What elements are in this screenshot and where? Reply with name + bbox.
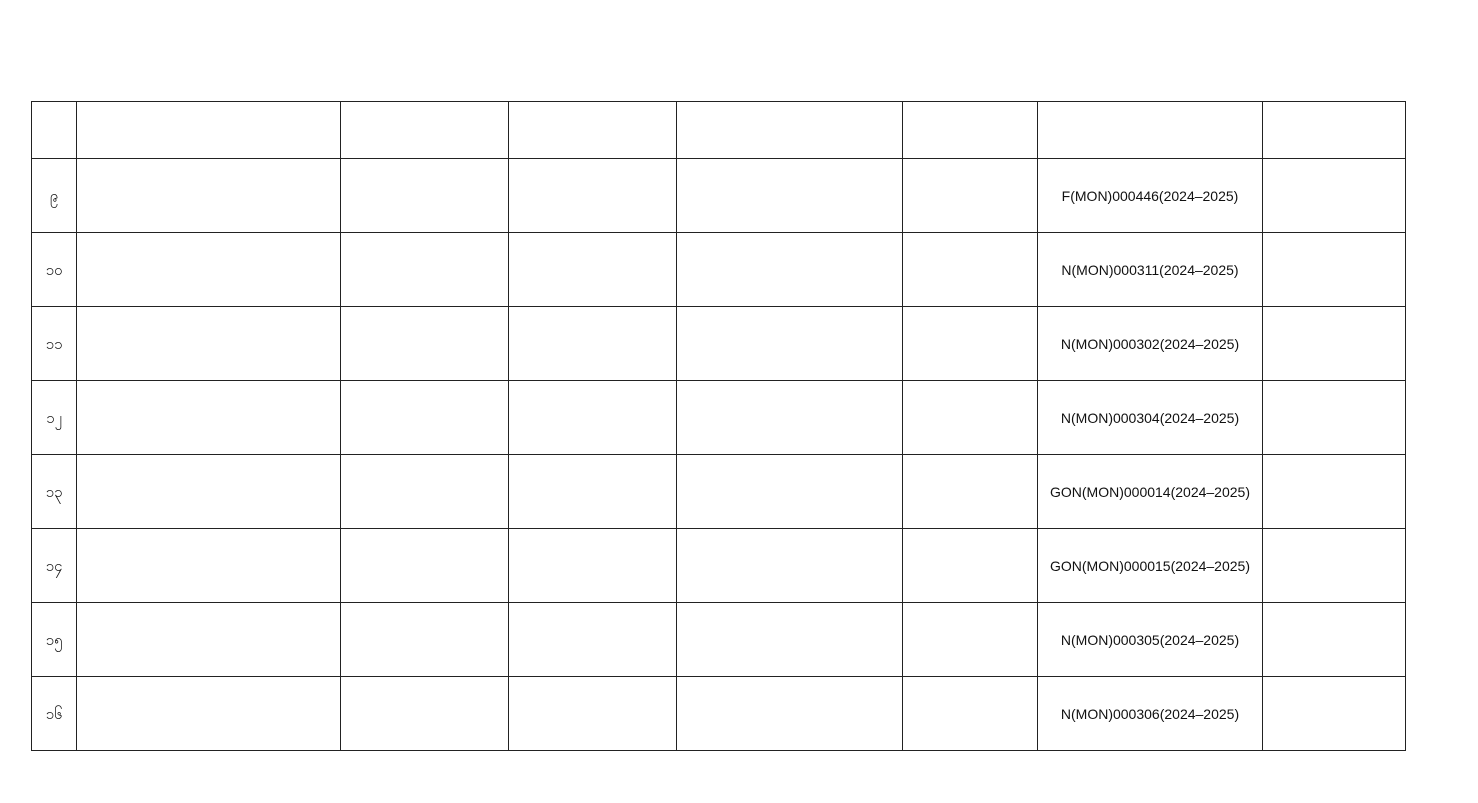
table-row	[32, 233, 1406, 307]
title-line-2	[0, 42, 1436, 72]
cell-bank	[1263, 233, 1406, 307]
cell-license-type	[903, 677, 1038, 751]
cell-no: ၁၃	[32, 455, 77, 529]
cell-father	[341, 159, 509, 233]
cell-license-type	[903, 455, 1038, 529]
cell-name	[77, 455, 341, 529]
cell-no: ၁၁	[32, 307, 77, 381]
cell-bank	[1263, 307, 1406, 381]
cell-license-type	[903, 159, 1038, 233]
cell-name	[77, 159, 341, 233]
cell-bank	[1263, 159, 1406, 233]
cell-license-code: N(MON)000302(2024–2025)	[1038, 307, 1263, 381]
cell-no: ၁၄	[32, 529, 77, 603]
cell-department	[677, 233, 903, 307]
cell-license-code: N(MON)000311(2024–2025)	[1038, 233, 1263, 307]
cell-bank	[1263, 603, 1406, 677]
document-title	[0, 12, 1436, 72]
license-table	[31, 101, 1406, 751]
cell-no: ၁၀	[32, 233, 77, 307]
cell-bank	[1263, 677, 1406, 751]
table-row	[32, 307, 1406, 381]
cell-father	[341, 233, 509, 307]
cell-name	[77, 603, 341, 677]
cell-bank	[1263, 381, 1406, 455]
table-row	[32, 603, 1406, 677]
cell-license-code: N(MON)000305(2024–2025)	[1038, 603, 1263, 677]
cell-father	[341, 455, 509, 529]
cell-rank	[509, 159, 677, 233]
cell-bank	[1263, 529, 1406, 603]
header-father	[341, 102, 509, 159]
table-body	[32, 159, 1406, 751]
header-name	[77, 102, 341, 159]
license-table-container	[31, 101, 1406, 751]
cell-department	[677, 307, 903, 381]
cell-no: ၁၆	[32, 677, 77, 751]
cell-father	[341, 529, 509, 603]
cell-license-code: GON(MON)000015(2024–2025)	[1038, 529, 1263, 603]
table-row	[32, 677, 1406, 751]
table-header-row	[32, 102, 1406, 159]
cell-license-type	[903, 603, 1038, 677]
cell-license-type	[903, 529, 1038, 603]
cell-rank	[509, 455, 677, 529]
cell-department	[677, 455, 903, 529]
cell-name	[77, 307, 341, 381]
cell-license-code: GON(MON)000014(2024–2025)	[1038, 455, 1263, 529]
cell-bank	[1263, 455, 1406, 529]
table-row	[32, 381, 1406, 455]
cell-rank	[509, 233, 677, 307]
cell-father	[341, 603, 509, 677]
cell-department	[677, 159, 903, 233]
cell-department	[677, 381, 903, 455]
table-row	[32, 455, 1406, 529]
header-license-code	[1038, 102, 1263, 159]
cell-license-code: N(MON)000304(2024–2025)	[1038, 381, 1263, 455]
cell-no: ၁၅	[32, 603, 77, 677]
title-line-1	[0, 12, 1436, 42]
header-bank	[1263, 102, 1406, 159]
cell-license-type	[903, 307, 1038, 381]
header-no	[32, 102, 77, 159]
cell-rank	[509, 381, 677, 455]
cell-license-code: N(MON)000306(2024–2025)	[1038, 677, 1263, 751]
cell-name	[77, 529, 341, 603]
cell-rank	[509, 307, 677, 381]
cell-rank	[509, 677, 677, 751]
cell-department	[677, 529, 903, 603]
cell-name	[77, 233, 341, 307]
table-row	[32, 529, 1406, 603]
cell-license-type	[903, 233, 1038, 307]
cell-father	[341, 677, 509, 751]
cell-rank	[509, 529, 677, 603]
header-license-type	[903, 102, 1038, 159]
cell-department	[677, 603, 903, 677]
cell-license-code: F(MON)000446(2024–2025)	[1038, 159, 1263, 233]
cell-name	[77, 677, 341, 751]
cell-no: ၁၂	[32, 381, 77, 455]
cell-name	[77, 381, 341, 455]
cell-rank	[509, 603, 677, 677]
cell-department	[677, 677, 903, 751]
cell-father	[341, 307, 509, 381]
header-department	[677, 102, 903, 159]
table-row	[32, 159, 1406, 233]
cell-no: ၉	[32, 159, 77, 233]
cell-license-type	[903, 381, 1038, 455]
cell-father	[341, 381, 509, 455]
header-rank	[509, 102, 677, 159]
